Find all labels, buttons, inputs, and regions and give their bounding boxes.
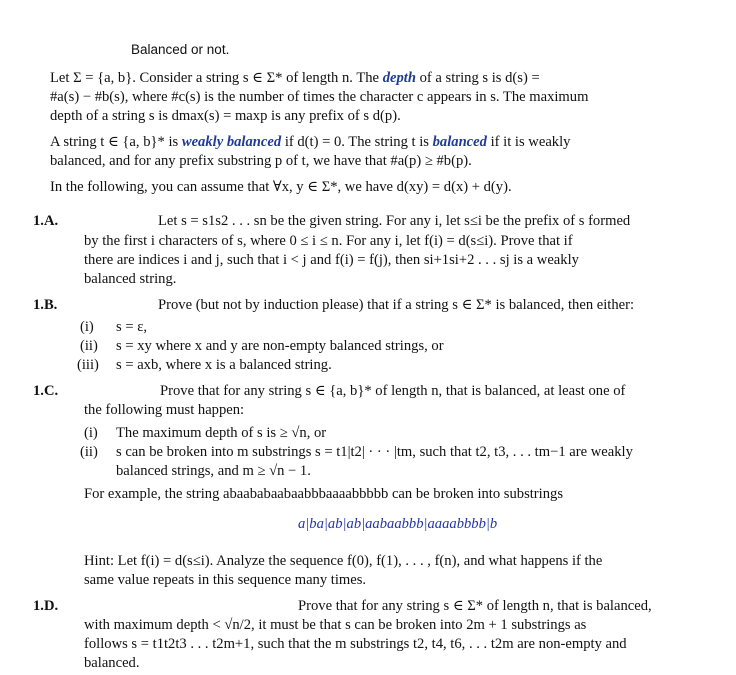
- intro-line-4b: if d(t) = 0. The string t is: [284, 134, 429, 150]
- intro-line-1-text: Let Σ = {a, b}. Consider a string s ∈ Σ* of length n. The: [50, 70, 380, 86]
- intro-line-3: depth of a string s is dmax(s) = maxp is any prefix of s d(p).: [50, 108, 401, 124]
- list-item-num: (i): [80, 319, 94, 335]
- list-item-num: (iii): [77, 357, 99, 373]
- problem-1a-line-4: balanced string.: [84, 271, 177, 287]
- problem-1c-example: For example, the string abaababaabaabbbaaaabbbbb can be broken into substrings: [84, 486, 563, 502]
- intro-line-1: [50, 69, 540, 88]
- intro-line-6: In the following, you can assume that ∀x, y ∈ Σ*, we have d(xy) = d(x) + d(y).: [50, 179, 512, 195]
- problem-label-1a: 1.A.: [33, 213, 59, 229]
- intro-line-4a: A string t ∈ {a, b}* is: [50, 134, 179, 150]
- weakly-balanced-term: weakly balanced: [181, 134, 282, 150]
- problem-1d-line-4: balanced.: [84, 655, 140, 671]
- intro-line-1b: of a string s is d(s) =: [419, 70, 540, 86]
- intro-line-4c: if it is weakly: [490, 134, 571, 150]
- problem-label-1b: 1.B.: [33, 297, 58, 313]
- problem-1d-line-3: follows s = t1t2t3 . . . t2m+1, such that the m substrings t2, t4, t6, . . . t2m are non-empty and: [84, 636, 627, 652]
- intro-line-4: [50, 133, 570, 152]
- problem-1d-line-2: with maximum depth < √n/2, it must be that s can be broken into 2m + 1 substrings as: [84, 617, 587, 633]
- list-item-num: (ii): [80, 444, 98, 460]
- problem-1c-hint-2: same value repeats in this sequence many times.: [84, 572, 367, 588]
- problem-1a-line-1: Let s = s1s2 . . . sn be the given string. For any i, let s≤i be the prefix of s formed: [158, 213, 631, 229]
- list-item-num: (ii): [80, 338, 98, 354]
- problem-1a-line-3: there are indices i and j, such that i < j and f(i) = f(j), then si+1si+2 . . . sj is a weakly: [84, 252, 579, 268]
- intro-line-2: #a(s) − #b(s), where #c(s) is the number of times the character c appears in s. The maximum: [50, 89, 589, 105]
- problem-1c-line-2: the following must happen:: [84, 402, 245, 418]
- problem-label-1d: 1.D.: [33, 598, 59, 614]
- problem-1c-option-2a: s can be broken into m substrings s = t1|t2| · · · |tm, such that t2, t3, . . . tm−1 are weakly: [116, 444, 633, 460]
- depth-term: depth: [382, 70, 416, 86]
- problem-1c-hint-1: Hint: Let f(i) = d(s≤i). Analyze the sequence f(0), f(1), . . . , f(n), and what happens if the: [84, 553, 603, 569]
- problem-1c-option-1: The maximum depth of s is ≥ √n, or: [116, 425, 327, 441]
- substring-split-display: a|ba|ab|ab|aabaabbb|aaaabbbb|b: [298, 516, 498, 532]
- problem-1a-line-2: by the first i characters of s, where 0 ≤ i ≤ n. For any i, let f(i) = d(s≤i). Prove that if: [84, 233, 573, 249]
- problem-1d-line-1: Prove that for any string s ∈ Σ* of length n, that is balanced,: [298, 598, 652, 614]
- list-item: s = ε,: [116, 319, 147, 335]
- problem-1c-option-2b: balanced strings, and m ≥ √n − 1.: [116, 463, 311, 479]
- list-item: s = xy where x and y are non-empty balanced strings, or: [116, 338, 444, 354]
- list-item: s = axb, where x is a balanced string.: [116, 357, 332, 373]
- balanced-term: balanced: [432, 134, 487, 150]
- problem-1c-line-1: Prove that for any string s ∈ {a, b}* of length n, that is balanced, at least one of: [160, 383, 626, 399]
- problem-label-1c: 1.C.: [33, 383, 59, 399]
- list-item-num: (i): [84, 425, 98, 441]
- intro-line-5: balanced, and for any prefix substring p of t, we have that #a(p) ≥ #b(p).: [50, 153, 472, 169]
- problem-1b-line-1: Prove (but not by induction please) that if a string s ∈ Σ* is balanced, then either:: [158, 297, 635, 313]
- page-title: Balanced or not.: [131, 42, 230, 57]
